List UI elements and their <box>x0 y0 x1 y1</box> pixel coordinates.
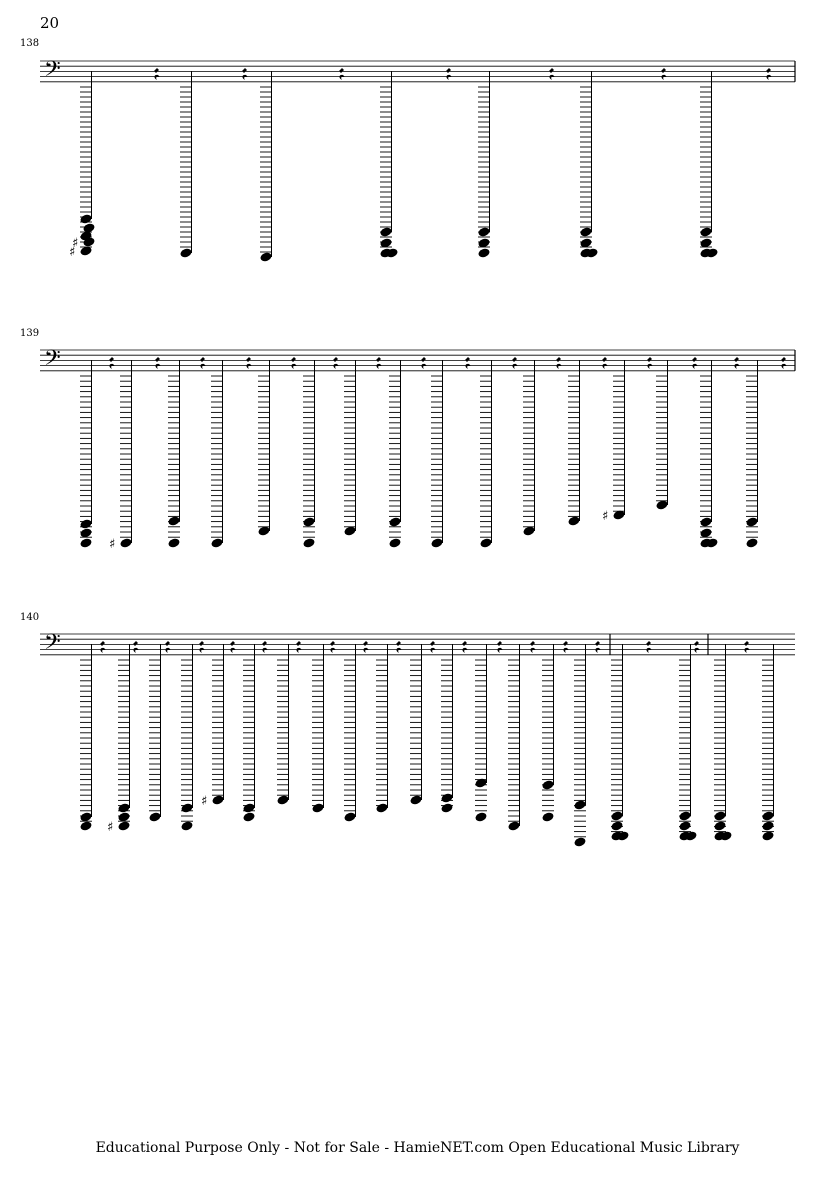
bass-clef: 𝄢 <box>44 346 61 376</box>
quarter-rest <box>330 639 336 653</box>
quarter-rest <box>133 639 139 653</box>
note-head <box>242 802 255 813</box>
quarter-rest <box>200 355 206 369</box>
note-head <box>479 537 492 548</box>
note-head <box>507 820 520 831</box>
staff-system <box>40 630 795 848</box>
note-head <box>79 537 92 548</box>
note-head <box>210 537 223 548</box>
note-head <box>745 537 758 548</box>
note-head <box>148 811 161 822</box>
note-head <box>119 537 132 548</box>
note-head <box>379 226 392 237</box>
staff-system <box>40 57 795 263</box>
quarter-rest <box>296 639 302 653</box>
note-head <box>167 515 180 526</box>
quarter-rest <box>246 355 252 369</box>
quarter-rest <box>692 355 698 369</box>
note-head <box>610 810 623 821</box>
note-head <box>211 794 224 805</box>
quarter-rest <box>396 639 402 653</box>
note-head <box>440 802 453 813</box>
quarter-rest <box>781 355 787 369</box>
note-head <box>573 799 586 810</box>
note-head <box>388 537 401 548</box>
note-head <box>430 537 443 548</box>
note-head <box>117 802 130 813</box>
quarter-rest <box>242 66 248 80</box>
sharp-accidental: ♯ <box>69 245 76 260</box>
note-head <box>276 794 289 805</box>
sharp-accidental: ♯ <box>72 236 79 251</box>
note-head <box>610 820 623 831</box>
note-head <box>302 516 315 527</box>
measure-number: 138 <box>20 38 40 49</box>
quarter-rest <box>446 66 452 80</box>
note-head <box>567 515 580 526</box>
quarter-rest <box>430 639 436 653</box>
note-head <box>699 516 712 527</box>
note-head <box>761 810 774 821</box>
note-head <box>541 779 554 790</box>
bass-clef: 𝄢 <box>44 630 61 660</box>
sharp-accidental: ♯ <box>602 509 609 524</box>
quarter-rest <box>647 355 653 369</box>
note-head <box>179 247 192 258</box>
quarter-rest <box>339 66 345 80</box>
note-head <box>678 820 691 831</box>
note-head <box>573 836 586 847</box>
note-head <box>440 792 453 803</box>
note-head <box>180 802 193 813</box>
quarter-rest <box>734 355 740 369</box>
note-head <box>477 247 490 258</box>
quarter-rest <box>165 639 171 653</box>
quarter-rest <box>602 355 608 369</box>
note-head <box>79 820 92 831</box>
bass-clef: 𝄢 <box>44 57 61 87</box>
quarter-rest <box>563 639 569 653</box>
note-head <box>242 811 255 822</box>
note-head <box>699 226 712 237</box>
quarter-rest <box>155 355 161 369</box>
measure-number: 140 <box>20 612 40 623</box>
note-head <box>375 802 388 813</box>
quarter-rest <box>694 639 700 653</box>
note-head <box>79 213 92 224</box>
note-head <box>259 251 272 262</box>
note-head <box>180 820 193 831</box>
measure-number: 139 <box>20 328 40 339</box>
quarter-rest <box>199 639 205 653</box>
note-head <box>761 820 774 831</box>
quarter-rest <box>549 66 555 80</box>
note-head <box>745 516 758 527</box>
quarter-rest <box>512 355 518 369</box>
quarter-rest <box>100 639 106 653</box>
note-head <box>302 537 315 548</box>
quarter-rest <box>462 639 468 653</box>
quarter-rest <box>661 66 667 80</box>
note-head <box>343 811 356 822</box>
sharp-accidental: ♯ <box>201 794 208 809</box>
note-head <box>678 810 691 821</box>
quarter-rest <box>646 639 652 653</box>
staff-system <box>40 346 795 552</box>
note-head <box>117 820 130 831</box>
quarter-rest <box>230 639 236 653</box>
quarter-rest <box>363 639 369 653</box>
note-head <box>541 811 554 822</box>
quarter-rest <box>109 355 115 369</box>
quarter-rest <box>262 639 268 653</box>
quarter-rest <box>556 355 562 369</box>
note-head <box>713 820 726 831</box>
note-head <box>311 802 324 813</box>
note-head <box>579 226 592 237</box>
note-head <box>167 537 180 548</box>
sharp-accidental: ♯ <box>107 820 114 835</box>
note-head <box>409 794 422 805</box>
quarter-rest <box>595 639 601 653</box>
quarter-rest <box>376 355 382 369</box>
quarter-rest <box>744 639 750 653</box>
note-head <box>474 811 487 822</box>
note-head <box>477 226 490 237</box>
sharp-accidental: ♯ <box>109 537 116 552</box>
note-head <box>474 777 487 788</box>
quarter-rest <box>530 639 536 653</box>
quarter-rest <box>766 66 772 80</box>
footer-text: Educational Purpose Only - Not for Sale - HamieNET.com Open Educational Music Library <box>95 1140 740 1156</box>
quarter-rest <box>497 639 503 653</box>
quarter-rest <box>291 355 297 369</box>
quarter-rest <box>465 355 471 369</box>
note-head <box>713 810 726 821</box>
page-number: 20 <box>40 14 60 32</box>
note-head <box>388 516 401 527</box>
note-head <box>79 518 92 529</box>
quarter-rest <box>333 355 339 369</box>
quarter-rest <box>154 66 160 80</box>
quarter-rest <box>421 355 427 369</box>
